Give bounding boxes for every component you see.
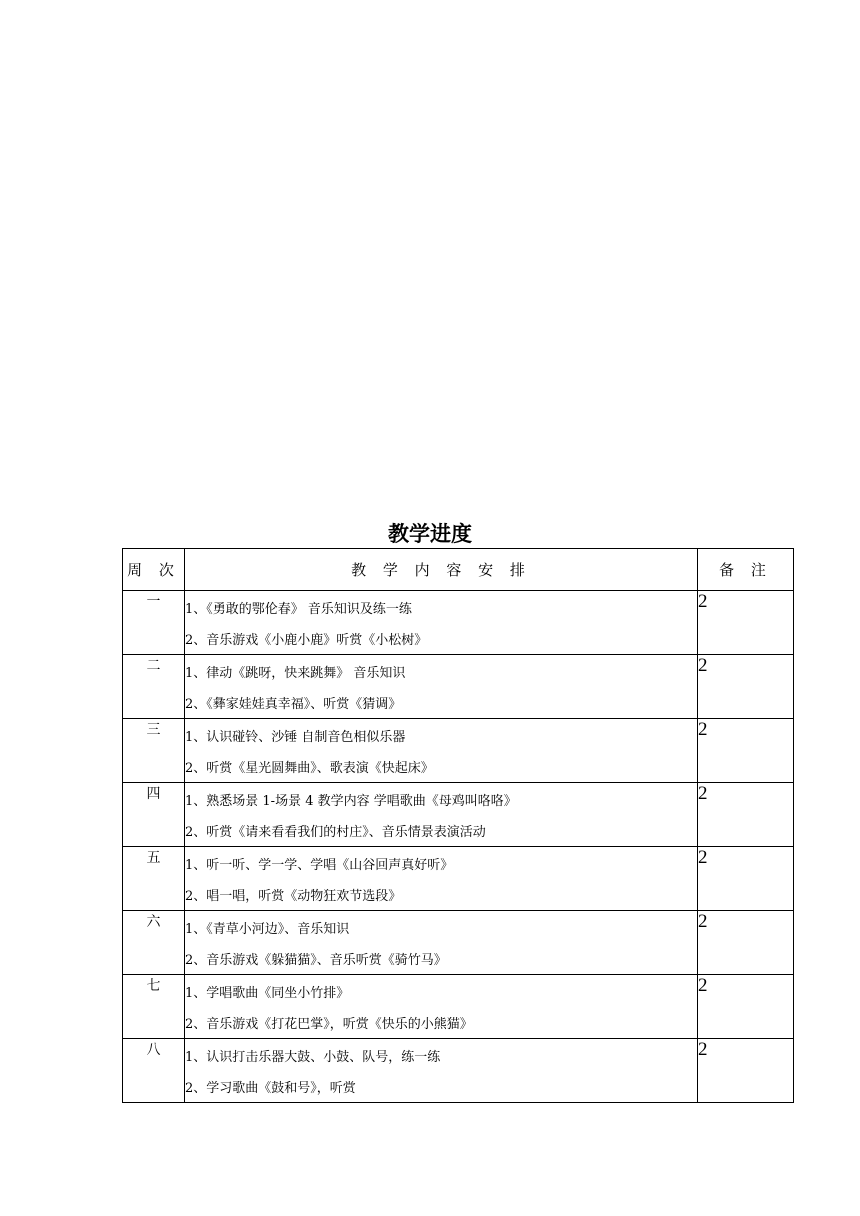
content-line: 1、熟悉场景 1-场景 4 教学内容 学唱歌曲《母鸡叫咯咯》 [185,794,517,809]
content-cell [185,655,698,719]
content-line: 2、音乐游戏《小鹿小鹿》听赏《小松树》 [185,633,428,648]
week-cell: 七 [123,975,185,1039]
week-cell: 六 [123,911,185,975]
content-line: 2、听赏《星光圆舞曲》、歌表演《快起床》 [185,761,434,776]
content-line: 2、音乐游戏《打花巴掌》，听赏《快乐的小熊猫》 [185,1017,473,1032]
note-cell: 2 [698,847,794,911]
week-cell: 四 [123,783,185,847]
content-cell [185,591,698,655]
table-header-row [123,549,794,591]
header-week: 周 次 [123,549,185,591]
content-line: 1、《勇敢的鄂伦春》 音乐知识及练一练 [185,602,412,617]
table-row [123,783,794,847]
header-content: 教 学 内 容 安 排 [185,549,698,591]
week-cell: 二 [123,655,185,719]
table-row [123,591,794,655]
table-row [123,719,794,783]
content-line: 2、听赏《请来看看我们的村庄》、音乐情景表演活动 [185,825,486,840]
table-row [123,1039,794,1103]
note-cell: 2 [698,655,794,719]
content-line: 2、音乐游戏《躲猫猫》、音乐听赏《骑竹马》 [185,953,447,968]
content-line: 2、学习歌曲《鼓和号》，听赏 [185,1081,356,1096]
content-cell [185,1039,698,1103]
content-line: 1、律动《跳呀，快来跳舞》 音乐知识 [185,666,406,681]
note-cell: 2 [698,911,794,975]
note-cell: 2 [698,975,794,1039]
content-cell [185,847,698,911]
note-cell: 2 [698,591,794,655]
content-line: 1、认识打击乐器大鼓、小鼓、队号，练一练 [185,1050,441,1065]
table-row [123,655,794,719]
table-row [123,975,794,1039]
content-line: 2、《彝家娃娃真幸福》、听赏《猜调》 [185,697,402,712]
content-line: 2、唱一唱，听赏《动物狂欢节选段》 [185,889,402,904]
content-cell [185,783,698,847]
header-note: 备 注 [698,549,794,591]
page-title: 教学进度 [388,522,472,546]
content-line: 1、听一听、学一学、学唱《山谷回声真好听》 [185,858,454,873]
note-cell: 2 [698,719,794,783]
week-cell: 五 [123,847,185,911]
table-row [123,911,794,975]
note-cell: 2 [698,783,794,847]
week-cell: 一 [123,591,185,655]
week-cell: 三 [123,719,185,783]
content-line: 1、学唱歌曲《同坐小竹排》 [185,986,350,1001]
schedule-table [122,548,794,1103]
content-line: 1、《青草小河边》、音乐知识 [185,922,350,937]
table-row [123,847,794,911]
note-cell: 2 [698,1039,794,1103]
content-cell [185,975,698,1039]
content-line: 1、认识碰铃、沙锤 自制音色相似乐器 [185,730,406,745]
content-cell [185,719,698,783]
content-cell [185,911,698,975]
week-cell: 八 [123,1039,185,1103]
